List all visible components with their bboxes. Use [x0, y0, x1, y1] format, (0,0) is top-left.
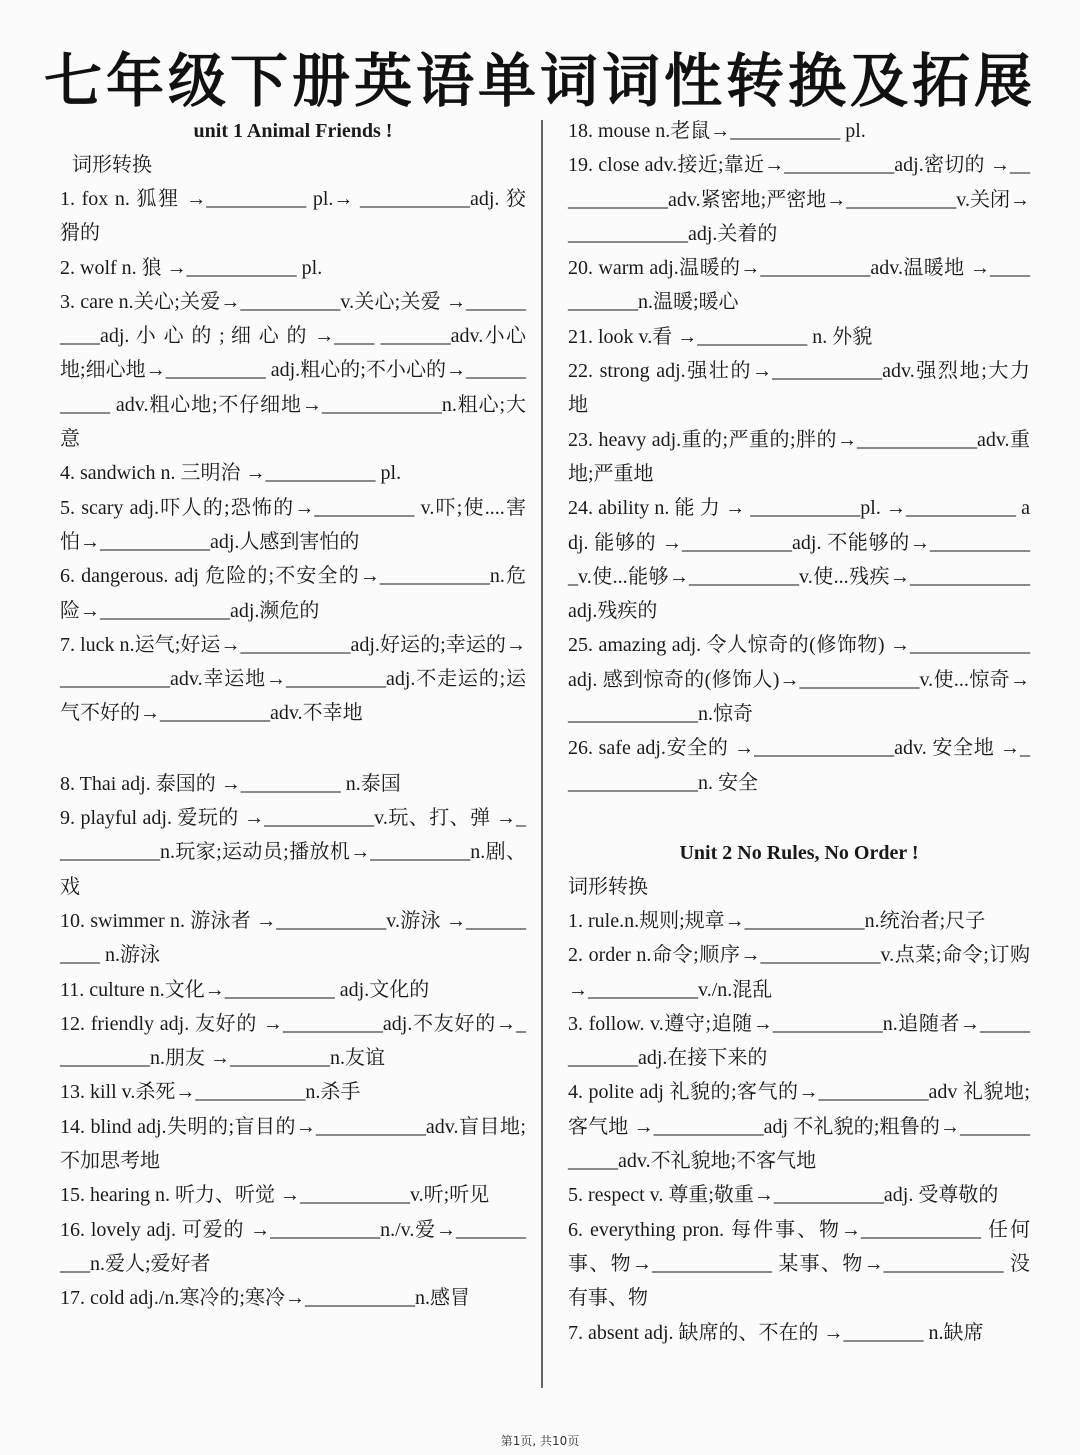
- list-item: 24. ability n. 能 力 → ___________pl. →___________ adj. 能够的 →___________adj. 不能够的→___________v.使...能够→___________v.使...残疾→____________adj.残疾的: [568, 497, 1030, 623]
- unit2-section-label: 词形转换: [568, 875, 648, 898]
- list-item: 3. follow. v.遵守;追随→___________n.追随者→____________adj.在接下来的: [568, 1012, 1030, 1070]
- list-item: 18. mouse n.老鼠→___________ pl.: [568, 120, 866, 142]
- list-item: 20. warm adj.温暖的→___________adv.温暖地 →___________n.温暖;暖心: [568, 257, 1030, 314]
- list-item: 4. polite adj 礼貌的;客气的→___________adv 礼貌地;客气地 →___________adj 不礼貌的;粗鲁的→____________adv.不礼貌地;不客气地: [568, 1081, 1030, 1173]
- list-item: 3. care n.关心;关爱→__________v.关心;关爱 →__________adj. 小 心 的 ; 细 心 的 →____ _______adv.小心地;细心地→__________ adj.粗心的;不小心的→___________ adv.粗心地;不仔细地→____________n.粗心;大意: [60, 290, 526, 451]
- list-item: 21. look v.看 →___________ n. 外貌: [568, 325, 873, 348]
- list-item: 7. absent adj. 缺席的、不在的 →________ n.缺席: [568, 1321, 984, 1344]
- list-item: 12. friendly adj. 友好的 →__________adj.不友好的→__________n.朋友 →__________n.友谊: [60, 1012, 526, 1070]
- list-item: 8. Thai adj. 泰国的 →__________ n.泰国: [60, 772, 401, 795]
- list-item: 10. swimmer n. 游泳者 →___________v.游泳 →__________ n.游泳: [60, 909, 526, 967]
- list-item: 22. strong adj.强壮的→___________adv.强烈地;大力地: [568, 360, 1030, 417]
- spacer: [568, 800, 1030, 836]
- list-item: 5. scary adj.吓人的;恐怖的→__________ v.吓;使....害怕→___________adj.人感到害怕的: [60, 496, 526, 553]
- list-item: 1. rule.n.规则;规章→____________n.统治者;尺子: [568, 909, 986, 932]
- list-item: 2. order n.命令;顺序→____________v.点菜;命令;订购→___________v./n.混乱: [568, 944, 1030, 1001]
- unit2-heading: Unit 2 No Rules, No Order !: [679, 841, 919, 864]
- list-item: 1. fox n. 狐狸 →__________ pl.→ ___________adj. 狡猾的: [60, 188, 526, 245]
- list-item: 25. amazing adj. 令人惊奇的(修饰物) →____________ adj. 感到惊奇的(修饰人)→____________v.使...惊奇→_____________n.惊奇: [568, 634, 1030, 726]
- page-title: 七年级下册英语单词词性转换及拓展: [43, 47, 1036, 115]
- list-item: 19. close adv.接近;靠近→___________adj.密切的 →____________adv.紧密地;严密地→___________v.关闭→____________adj.关着的: [568, 154, 1030, 245]
- list-item: 14. blind adj.失明的;盲目的→___________adv.盲目地;不加思考地: [60, 1115, 526, 1173]
- unit1-heading: unit 1 Animal Friends !: [193, 120, 393, 142]
- list-item: 26. safe adj.安全的 →______________adv. 安全地 →______________n. 安全: [568, 737, 1030, 794]
- column-divider: [541, 120, 543, 1388]
- list-item: 11. culture n.文化→___________ adj.文化的: [60, 978, 430, 1001]
- right-column: [568, 114, 1030, 1350]
- list-item: 2. wolf n. 狼 →___________ pl.: [60, 256, 323, 279]
- spacer: [60, 731, 526, 767]
- list-item: 6. everything pron. 每件事、物→____________ 任何事、物→____________ 某事、物→____________ 没有事、物: [568, 1218, 1030, 1310]
- list-item: 15. hearing n. 听力、听觉 →___________v.听;听见: [60, 1184, 490, 1207]
- left-column: [60, 114, 526, 1316]
- list-item: 17. cold adj./n.寒冷的;寒冷→___________n.感冒: [60, 1287, 470, 1310]
- list-item: 13. kill v.杀死→___________n.杀手: [60, 1081, 361, 1104]
- list-item: 9. playful adj. 爱玩的 →___________v.玩、打、弹 →___________n.玩家;运动员;播放机→__________n.剧、戏: [60, 807, 526, 898]
- unit1-section-label: 词形转换: [72, 154, 152, 176]
- list-item: 6. dangerous. adj 危险的;不安全的→___________n.危险→_____________adj.濒危的: [60, 565, 526, 622]
- list-item: 16. lovely adj. 可爱的 →___________n./v.爱→__________n.爱人;爱好者: [60, 1218, 526, 1275]
- list-item: 7. luck n.运气;好运→___________adj.好运的;幸运的→___________adv.幸运地→__________adj.不走运的;运气不好的→___________adv.不幸地: [60, 633, 526, 725]
- list-item: 23. heavy adj.重的;严重的;胖的→____________adv.重地;严重地: [568, 428, 1030, 485]
- page-footer: 第1页, 共10页: [500, 1434, 580, 1448]
- list-item: 5. respect v. 尊重;敬重→___________adj. 受尊敬的: [568, 1184, 999, 1207]
- list-item: 4. sandwich n. 三明治 →___________ pl.: [60, 462, 402, 485]
